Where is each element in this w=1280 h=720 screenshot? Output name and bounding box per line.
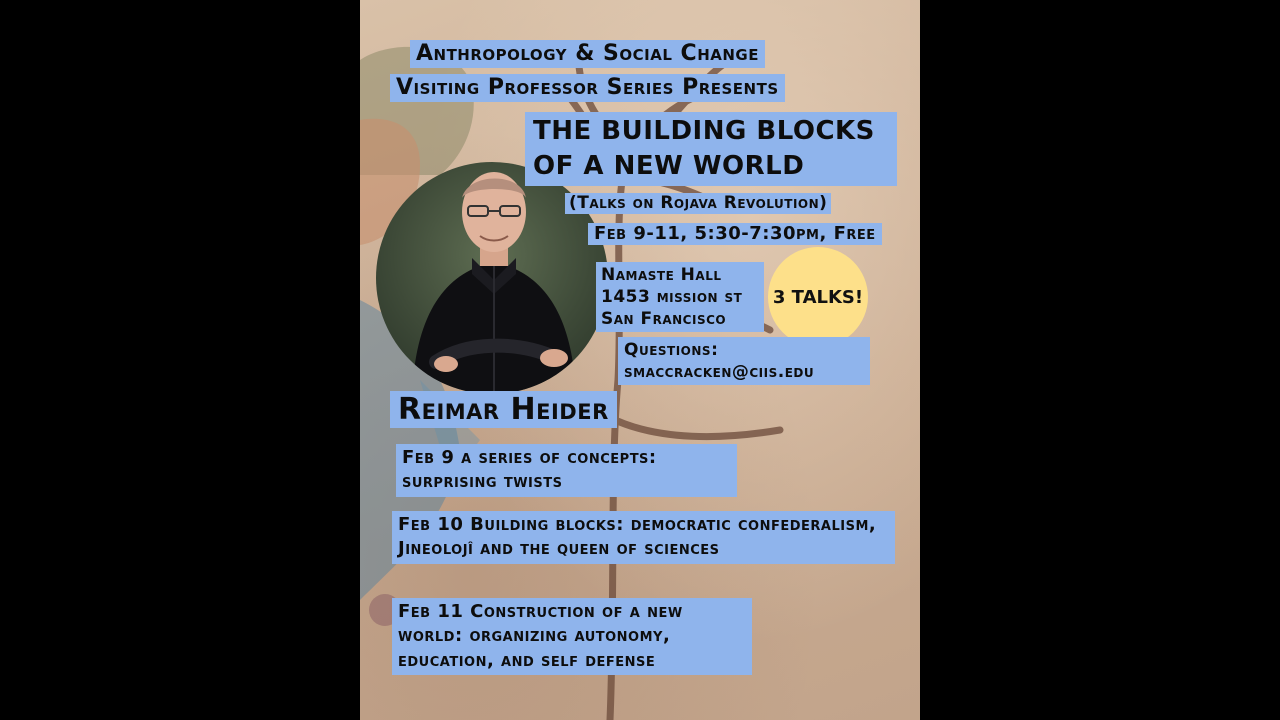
talks-count-badge: 3 TALKS! (768, 247, 868, 347)
talk-item: Feb 10 Building blocks: democratic confederalism, Jineolojî and the queen of sciences (392, 511, 895, 564)
venue-name: Namaste Hall (601, 265, 722, 285)
venue-street: 1453 mission st (601, 287, 743, 308)
contact-block (618, 337, 870, 385)
event-title: THE BUILDING BLOCKS OF A NEW WORLD (525, 112, 897, 186)
event-dates: Feb 9-11, 5:30-7:30pm, Free (588, 223, 882, 245)
series-header: Visiting Professor Series Presents (390, 74, 785, 102)
contact-label: Questions: (624, 340, 719, 360)
venue-block (596, 262, 764, 332)
contact-email[interactable]: smaccracken@ciis.edu (624, 362, 815, 383)
venue-city: San Francisco (601, 309, 727, 330)
talk-item: Feb 9 a series of concepts: surprising twists (396, 444, 737, 497)
program-header: Anthropology & Social Change (410, 40, 765, 68)
speaker-name: Reimar Heider (390, 391, 617, 428)
talk-item: Feb 11 Construction of a new world: organizing autonomy, education, and self defense (392, 598, 752, 675)
event-poster (360, 0, 920, 720)
event-subtitle: (Talks on Rojava Revolution) (565, 193, 831, 214)
